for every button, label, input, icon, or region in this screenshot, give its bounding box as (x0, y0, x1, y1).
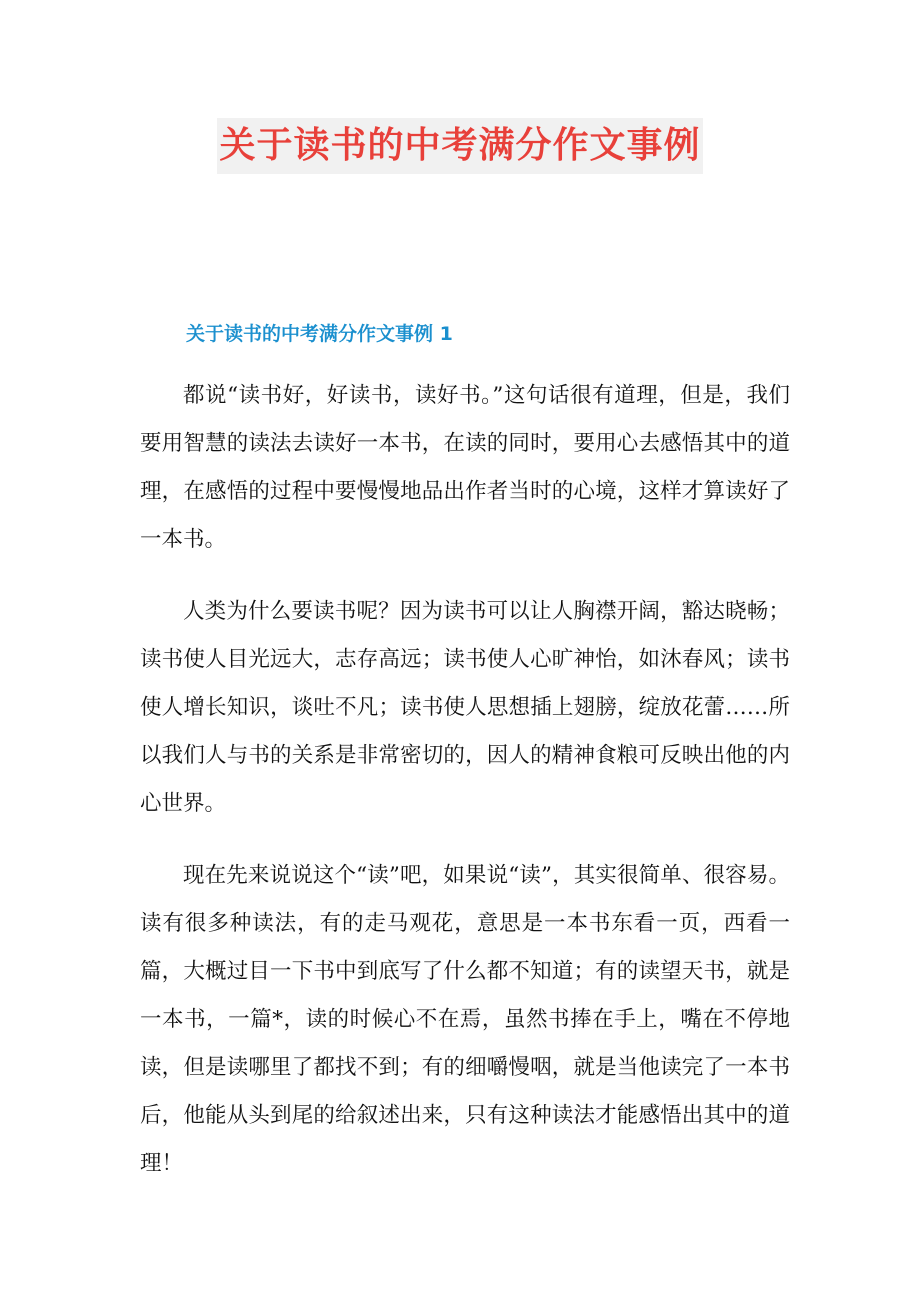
title-container (0, 118, 920, 174)
section-heading: 关于读书的中考满分作文事例 1 (186, 323, 453, 345)
article-body (140, 372, 790, 1212)
paragraph-3: 现在先来说说这个“读”吧，如果说“读”，其实很简单、很容易。读有很多种读法，有的走马观花，意思是一本书东看一页，西看一篇，大概过目一下书中到底写了什么都不知道；有的读望天书，就是一本书，一篇*，读的时候心不在焉，虽然书捧在手上，嘴在不停地读，但是读哪里了都找不到；有的细嚼慢咽，就是当他读完了一本书后，他能从头到尾的给叙述出来，只有这种读法才能感悟出其中的道理！ (140, 863, 790, 1176)
document-title: 关于读书的中考满分作文事例 (217, 118, 702, 174)
paragraph-2: 人类为什么要读书呢？因为读书可以让人胸襟开阔，豁达晓畅；读书使人目光远大，志存高远；读书使人心旷神怡，如沐春风；读书使人增长知识，谈吐不凡；读书使人思想插上翅膀，绽放花蕾……所以我们人与书的关系是非常密切的，因人的精神食粮可反映出他的内心世界。 (140, 599, 790, 816)
paragraph-1: 都说“读书好，好读书，读好书。”这句话很有道理，但是，我们要用智慧的读法去读好一本书，在读的同时，要用心去感悟其中的道理，在感悟的过程中要慢慢地品出作者当时的心境，这样才算读好了一本书。 (140, 383, 790, 552)
